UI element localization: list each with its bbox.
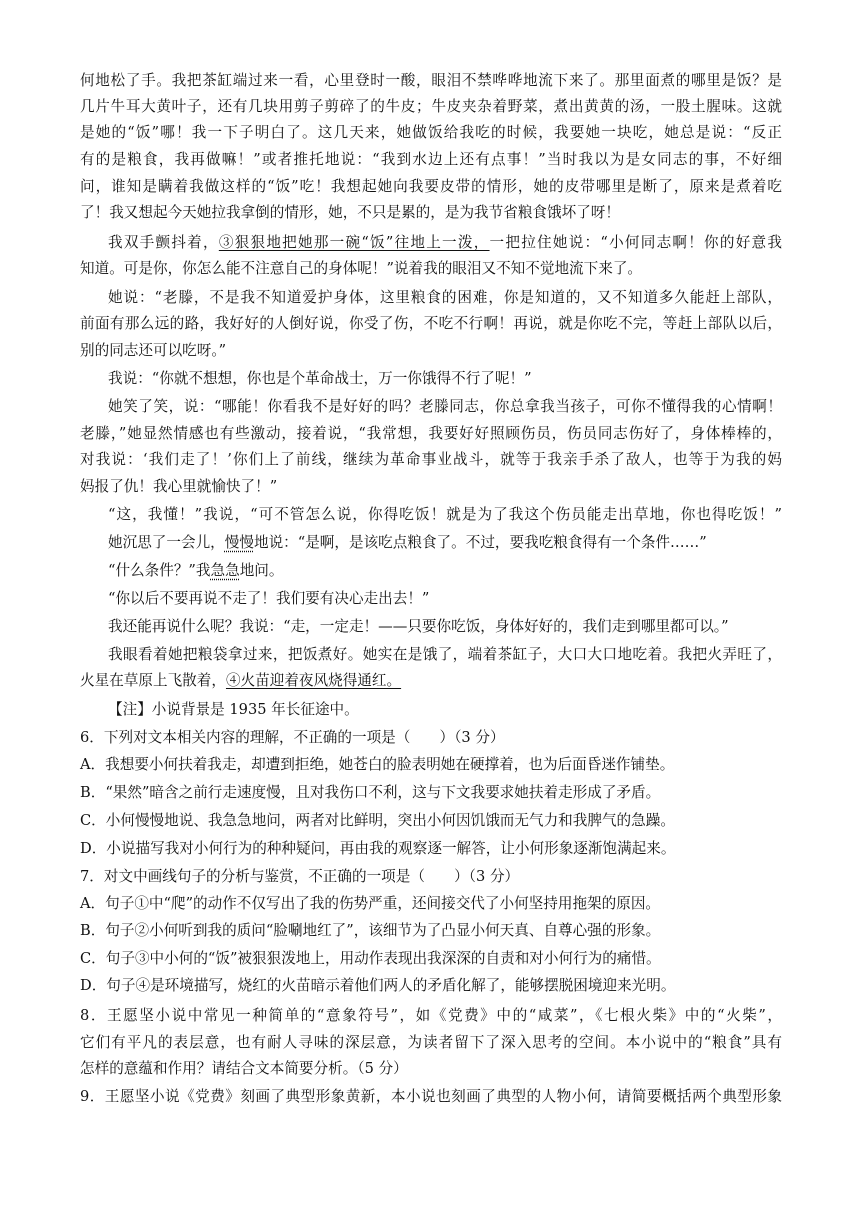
text-segment: 前面有那么远的路，我好好的人倒好说，你受了伤，不吃不行啊！再说，就是你吃不完，等赶上部队以后， — [80, 315, 782, 332]
text-segment: 有的是粮食，我再做嘛！”或者推托地说：“我到水边上还有点事！”当时我以为是女同志的事，不好细 — [80, 151, 782, 168]
text-segment: B．“果然”暗含之前行走速度慢，且对我伤口不利，这与下文我要求她扶着走形成了矛盾。 — [80, 784, 661, 801]
text-line — [108, 285, 782, 311]
text-line — [108, 614, 782, 640]
text-line — [80, 174, 782, 200]
text-segment: 问，谁知是瞒着我做这样的“饭”吃！我想起她向我要皮带的情形，她的皮带哪里是断了，原来是煮着吃 — [80, 178, 782, 195]
text-segment: 地问。 — [239, 562, 284, 579]
text-segment: “你以后不要再说不走了！我们要有决心走出去！” — [108, 590, 430, 607]
text-line — [108, 642, 782, 668]
text-segment: 【注】小说背景是 1935 年长征途中。 — [108, 701, 359, 718]
text-line — [108, 502, 782, 528]
text-line — [80, 120, 782, 146]
text-segment: 我还能再说什么呢？我说：“走，一定走！——只要你吃饭，身体好好的，我们走到哪里都可以。” — [108, 618, 729, 635]
text-line — [108, 366, 782, 392]
text-segment: 我说：“你就不想想，你也是个革命战士，万一你饿得不行了呢！” — [108, 370, 532, 387]
text-segment: D．句子④是环境描写，烧红的火苗暗示着他们两人的矛盾化解了，能够摆脱困境迎来光明。 — [80, 977, 676, 994]
text-segment: 地说：“是啊，是该吃点粮食了。不过，要我吃粮食得有一个条件……” — [253, 534, 707, 551]
text-line — [80, 752, 782, 778]
text-segment: 7．对文中画线句子的分析与鉴赏，不正确的一项是（ ）（3 分） — [80, 868, 520, 885]
text-segment: 她说：“老滕，不是我不知道爱护身体，这里粮食的困难，你是知道的，又不知道多久能赶上部队， — [108, 289, 782, 306]
text-line — [80, 808, 782, 834]
text-line — [108, 558, 782, 584]
text-line — [80, 918, 782, 944]
text-segment: D．小说描写我对小何行为的种种疑问，再由我的观察逐一解答，让小何形象逐渐饱满起来。 — [80, 840, 676, 857]
underlined-text: 急急 — [210, 562, 240, 579]
text-segment: 9．王愿坚小说《党费》刻画了典型形象黄新，本小说也刻画了典型的人物小何，请简要概括两个典型形象 — [80, 1088, 782, 1105]
text-segment: 6．下列对文本相关内容的理解，不正确的一项是（ ）（3 分） — [80, 729, 505, 746]
text-line — [80, 147, 782, 173]
underlined-text: ③狠狠地把她那一碗“饭”往地上一泼， — [218, 234, 490, 251]
text-line — [80, 725, 782, 751]
text-line — [108, 697, 782, 723]
text-line — [80, 447, 782, 473]
underlined-text: ④火苗迎着夜风烧得通红。 — [225, 672, 402, 689]
text-segment: 了！我又想起今天她拉我拿倒的情形，她，不只是累的，是为我节省粮食饿坏了呀！ — [80, 204, 620, 221]
text-line — [80, 421, 782, 447]
text-line — [80, 836, 782, 862]
text-line — [80, 1084, 782, 1110]
text-segment: 几片牛耳大黄叶子，还有几块用剪子剪碎了的牛皮；牛皮夹杂着野菜，煮出黄黄的汤，一股土腥味。这就 — [80, 98, 782, 115]
text-segment: 知道。可是你，你怎么能不注意自己的身体呢！”说着我的眼泪又不知不觉地流下来了。 — [80, 260, 643, 277]
text-segment: C．句子③中小何的“饭”被狠狠泼地上，用动作表现出我深深的自责和对小何行为的痛惜。 — [80, 950, 661, 967]
text-line — [108, 530, 782, 556]
text-segment: A．我想要小何扶着我走，却遭到拒绝，她苍白的脸表明她在硬撑着，也为后面昏迷作铺垫。 — [80, 756, 675, 773]
text-line — [108, 230, 782, 256]
text-line — [80, 864, 782, 890]
text-segment: 她沉思了一会儿， — [108, 534, 225, 551]
text-segment: “什么条件？”我 — [108, 562, 211, 579]
text-line — [80, 1030, 782, 1056]
text-segment: 我眼看着她把粮袋拿过来，把饭煮好。她实在是饿了，端着茶缸子，大口大口地吃着。我把火弄旺了， — [108, 646, 782, 663]
text-segment: B．句子②小何听到我的质问“脸唰地红了”，该细节为了凸显小何天真、自尊心强的形象。 — [80, 922, 661, 939]
text-line — [80, 1003, 782, 1029]
text-line — [80, 94, 782, 120]
text-line — [80, 200, 782, 226]
text-segment: 它们有平凡的表层意，也有耐人寻味的深层意，为读者留下了深入思考的空间。本小说中的“粮食”具有 — [80, 1034, 782, 1051]
text-segment: 何地松了手。我把茶缸端过来一看，心里登时一酸，眼泪不禁哗哗地流下来了。那里面煮的哪里是饭？是 — [80, 72, 782, 89]
text-segment: 对我说：‘我们走了！’你们上了前线，继续为革命事业战斗，就等于我亲手杀了敌人，也等于为我的妈 — [80, 451, 782, 468]
text-segment: C．小何慢慢地说、我急急地问，两者对比鲜明，突出小何因饥饿而无气力和我脾气的急躁。 — [80, 812, 675, 829]
text-line — [80, 256, 782, 282]
text-line — [80, 68, 782, 94]
text-segment: 是她的“饭”哪！我一下子明白了。这几天来，她做饭给我吃的时候，我要她一块吃，她总是说：“反正 — [80, 124, 782, 141]
text-segment: 我双手颤抖着， — [108, 234, 219, 251]
text-line — [80, 311, 782, 337]
text-line — [80, 891, 782, 917]
text-line — [80, 780, 782, 806]
text-segment: 一把拉住她说：“小何同志啊！你的好意我 — [489, 234, 782, 251]
text-line — [108, 586, 782, 612]
text-segment: 老滕，”她显然情感也有些激动，接着说，“我常想，我要好好照顾伤员，伤员同志伤好了，身体棒棒的， — [80, 425, 782, 442]
text-segment: 8．王愿坚小说中常见一种简单的“意象符号”，如《党费》中的“咸菜”，《七根火柴》中的“火柴”， — [80, 1007, 782, 1024]
underlined-text: 慢慢 — [224, 534, 254, 551]
text-segment: A．句子①中“爬”的动作不仅写出了我的伤势严重，还间接交代了小何坚持用拖架的原因。 — [80, 895, 661, 912]
text-segment: “这，我懂！”我说，“可不管怎么说，你得吃饭！就是为了我这个伤员能走出草地，你也得吃饭！” — [108, 506, 782, 523]
text-line — [80, 474, 782, 500]
text-line — [80, 946, 782, 972]
text-segment: 别的同志还可以吃呀。” — [80, 342, 227, 359]
text-segment: 她笑了笑，说：“哪能！你看我不是好好的吗？老滕同志，你总拿我当孩子，可你不懂得我的心情啊！ — [108, 398, 782, 415]
text-line — [80, 668, 782, 694]
text-line — [80, 973, 782, 999]
text-line — [80, 338, 782, 364]
text-segment: 火星在草原上飞散着， — [80, 672, 226, 689]
text-line — [80, 1056, 782, 1082]
text-segment: 妈报了仇！我心里就愉快了！” — [80, 478, 278, 495]
text-segment: 怎样的意蕴和作用？请结合文本简要分析。（5 分） — [80, 1060, 408, 1077]
text-line — [108, 394, 782, 420]
